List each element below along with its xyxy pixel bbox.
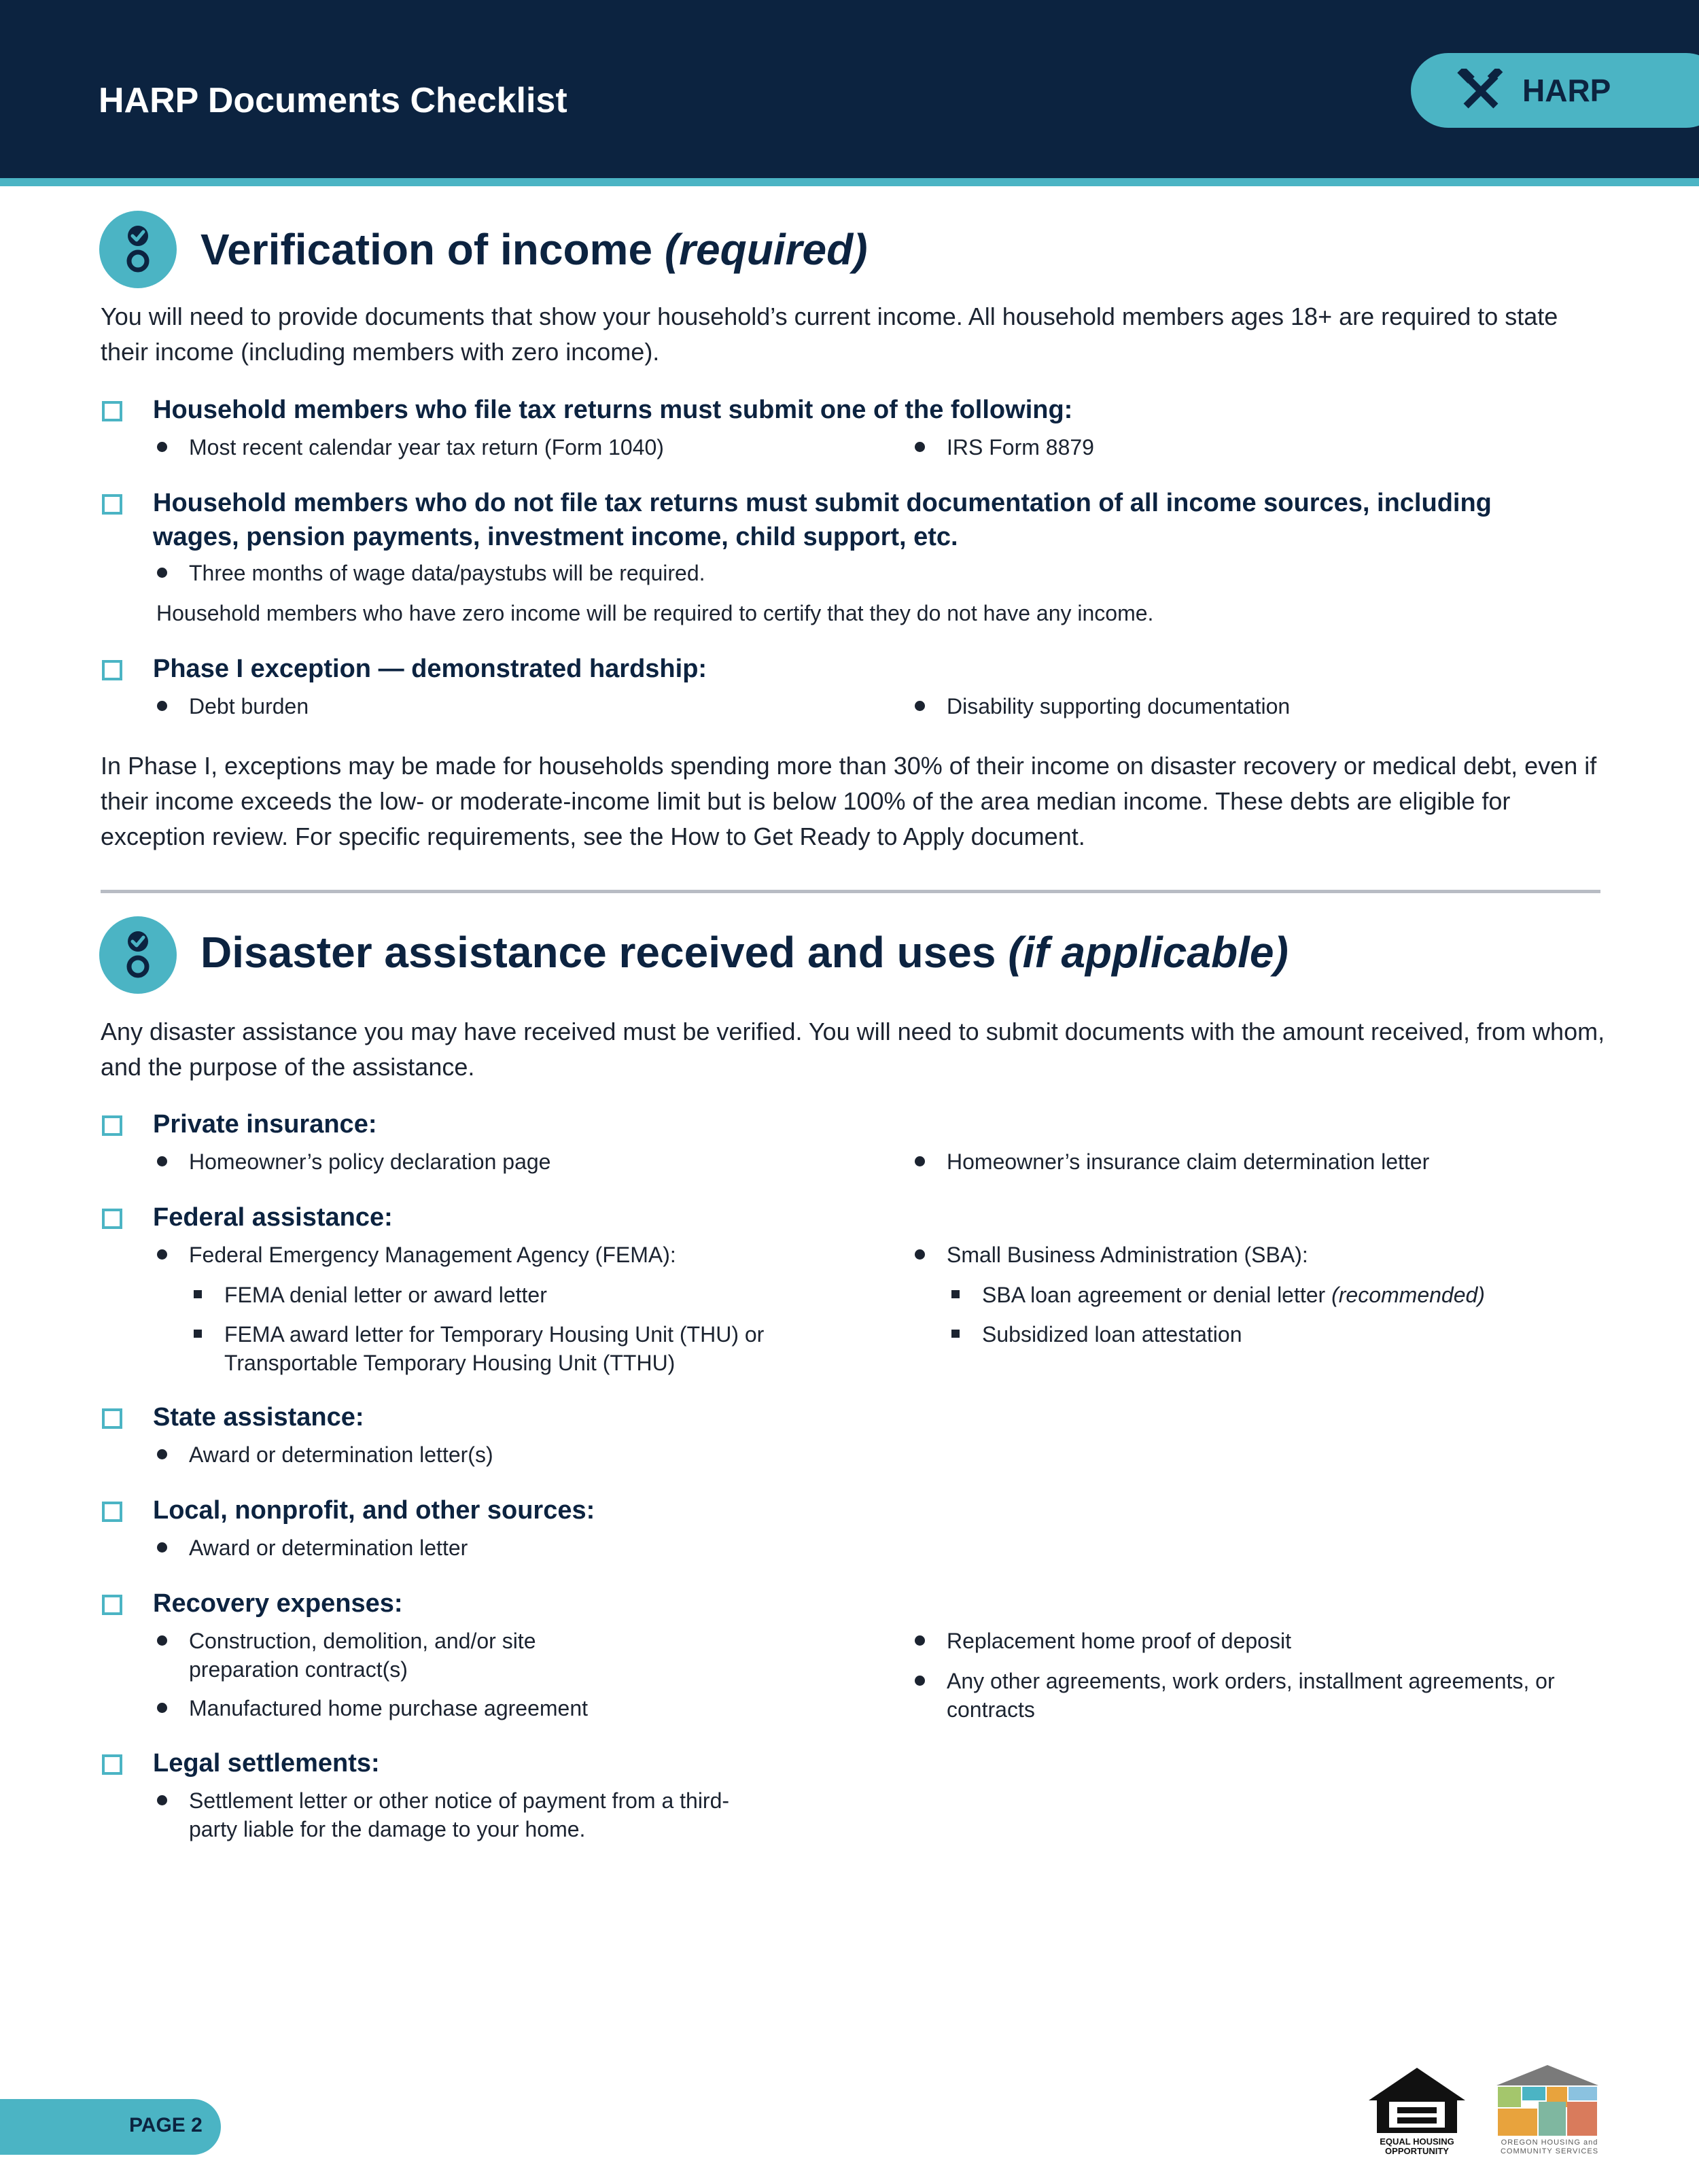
checkbox-local-sources[interactable] [102,1502,122,1522]
page-number: PAGE 2 [129,2114,203,2136]
checkbox-federal-assistance[interactable] [102,1209,122,1229]
disaster-intro: Any disaster assistance you may have received must be verified. You will need to submit documents with the amount received, from whom, and the purpose of the assistance. [101,1018,1605,1081]
list-item: Small Business Administration (SBA): [947,1241,1308,1269]
checkbox-state-assistance[interactable] [102,1408,122,1429]
checkbox-recovery-expenses[interactable] [102,1595,122,1615]
list-item: Manufactured home purchase agreement [189,1694,588,1722]
harp-badge [1411,53,1699,128]
list-item: Settlement letter or other notice of payment from a third-party liable for the damage to your home. [189,1786,746,1843]
list-item: Replacement home proof of deposit [947,1627,1291,1655]
equal-housing-caption: EQUAL HOUSING OPPORTUNITY [1380,2136,1454,2156]
ohcs-logo [1494,2062,1601,2138]
list-item: Disability supporting documentation [947,692,1290,721]
checklist-icon [99,916,177,994]
list-item: Construction, demolition, and/or site preparation contract(s) [189,1627,624,1684]
checkbox-non-filers[interactable] [102,494,122,515]
item-label-non-filers: Household members who do not file tax returns must submit documentation of all income sources, including wages, pension payments, investment income, child support, etc. [153,489,1492,551]
item-label-local-sources: Local, nonprofit, and other sources: [153,1496,595,1525]
harp-badge-label: HARP [1522,73,1611,108]
income-intro: You will need to provide documents that show your household’s current income. All household members ages 18+ are required to state their income (including members with zero income). [101,302,1558,366]
page-header [0,0,1699,178]
checklist-icon [99,211,177,288]
list-item: IRS Form 8879 [947,433,1094,462]
header-accent-stripe [0,178,1699,186]
list-item: Homeowner’s policy declaration page [189,1147,550,1176]
checkbox-tax-filers[interactable] [102,401,122,421]
item-label-recovery-expenses: Recovery expenses: [153,1589,403,1618]
page-number-badge [0,2099,221,2155]
section-divider [101,890,1600,893]
checkbox-legal-settlements[interactable] [102,1754,122,1775]
page-title: HARP Documents Checklist [99,81,567,120]
sub-list-item: FEMA award letter for Temporary Housing Unit (THU) or Transportable Temporary Housing Unit (TTHU) [224,1320,836,1377]
section-title-disaster: Disaster assistance received and uses (if applicable) [200,928,1289,977]
section-title-income: Verification of income (required) [200,225,868,274]
item-label-private-insurance: Private insurance: [153,1110,377,1139]
ohcs-caption: OREGON HOUSING and COMMUNITY SERVICES [1500,2138,1599,2155]
list-item: Homeowner’s insurance claim determination letter [947,1147,1429,1176]
list-item: Federal Emergency Management Agency (FEMA): [189,1241,676,1269]
item-label-hardship: Phase I exception — demonstrated hardship: [153,655,707,683]
item-label-state-assistance: State assistance: [153,1403,364,1432]
list-item: Award or determination letter [189,1533,468,1562]
sub-list-item: SBA loan agreement or denial letter (recommended) [982,1281,1485,1309]
phase-one-paragraph: In Phase I, exceptions may be made for households spending more than 30% of their income on disaster recovery or medical debt, even if their income exceeds the low- or moderate-income limit but is below 100% of the area median income. These debts are eligible for exception review. For specific requirements, see the How to Get Ready to Apply document. [101,752,1597,850]
tools-icon [1457,69,1505,112]
list-item: Award or determination letter(s) [189,1440,493,1469]
checkbox-hardship[interactable] [102,660,122,680]
checkbox-private-insurance[interactable] [102,1115,122,1136]
sub-list-item: FEMA denial letter or award letter [224,1281,547,1309]
item-label-federal-assistance: Federal assistance: [153,1203,393,1232]
list-item: Most recent calendar year tax return (Form 1040) [189,433,664,462]
list-item: Debt burden [189,692,309,721]
zero-income-note: Household members who have zero income will be required to certify that they do not have any income. [156,601,1154,625]
item-label-tax-filers: Household members who file tax returns must submit one of the following: [153,396,1073,424]
item-label-legal-settlements: Legal settlements: [153,1749,380,1778]
list-item: Three months of wage data/paystubs will be required. [189,559,705,587]
list-item: Any other agreements, work orders, installment agreements, or contracts [947,1667,1599,1724]
sub-list-item: Subsidized loan attestation [982,1320,1242,1349]
